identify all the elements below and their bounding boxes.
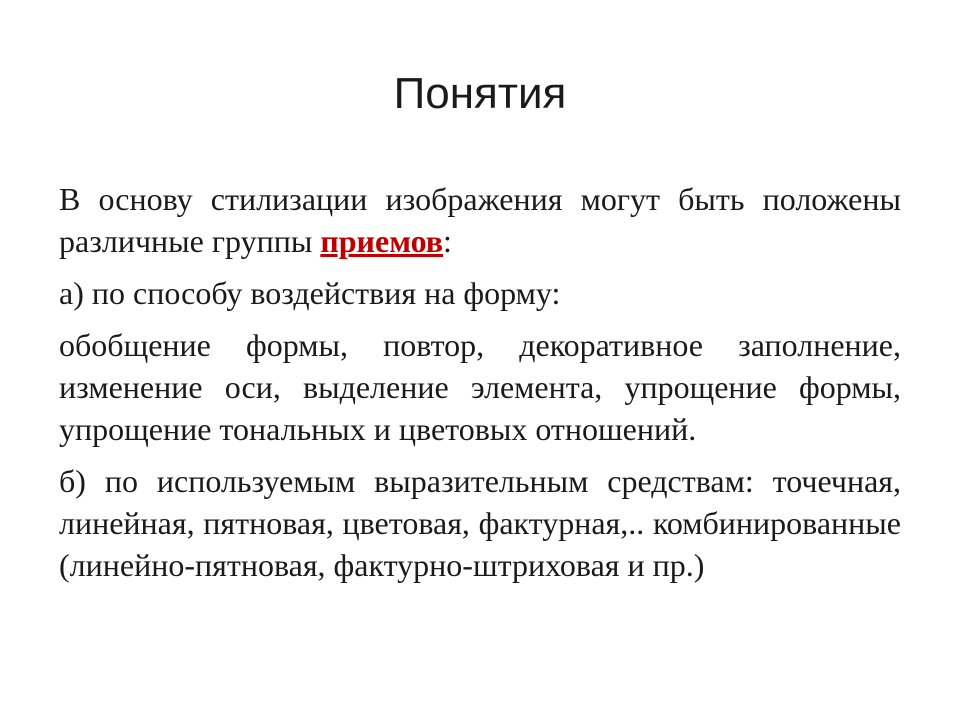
- paragraph-intro-text: В основу стилизации изображения могут быть положены различные группы: [59, 181, 901, 259]
- paragraph-group-b: б) по используемым выразительным средствам: точечная, линейная, пятновая, цветовая, фактурная,.. комбинированные (линейно-пятновая, фактурно-штриховая и пр.): [59, 463, 901, 583]
- slide-body: [59, 178, 901, 596]
- paragraph-intro-colon: :: [443, 223, 452, 259]
- paragraph-group-a-heading: а) по способу воздействия на форму:: [59, 275, 561, 311]
- paragraph-intro: [59, 178, 901, 262]
- slide-title: Понятия: [393, 69, 567, 118]
- highlighted-term: приемов: [320, 223, 444, 259]
- paragraph-group-a-list: обобщение формы, повтор, декоративное заполнение, изменение оси, выделение элемента, упрощение формы, упрощение тональных и цветовых отношений.: [59, 327, 901, 447]
